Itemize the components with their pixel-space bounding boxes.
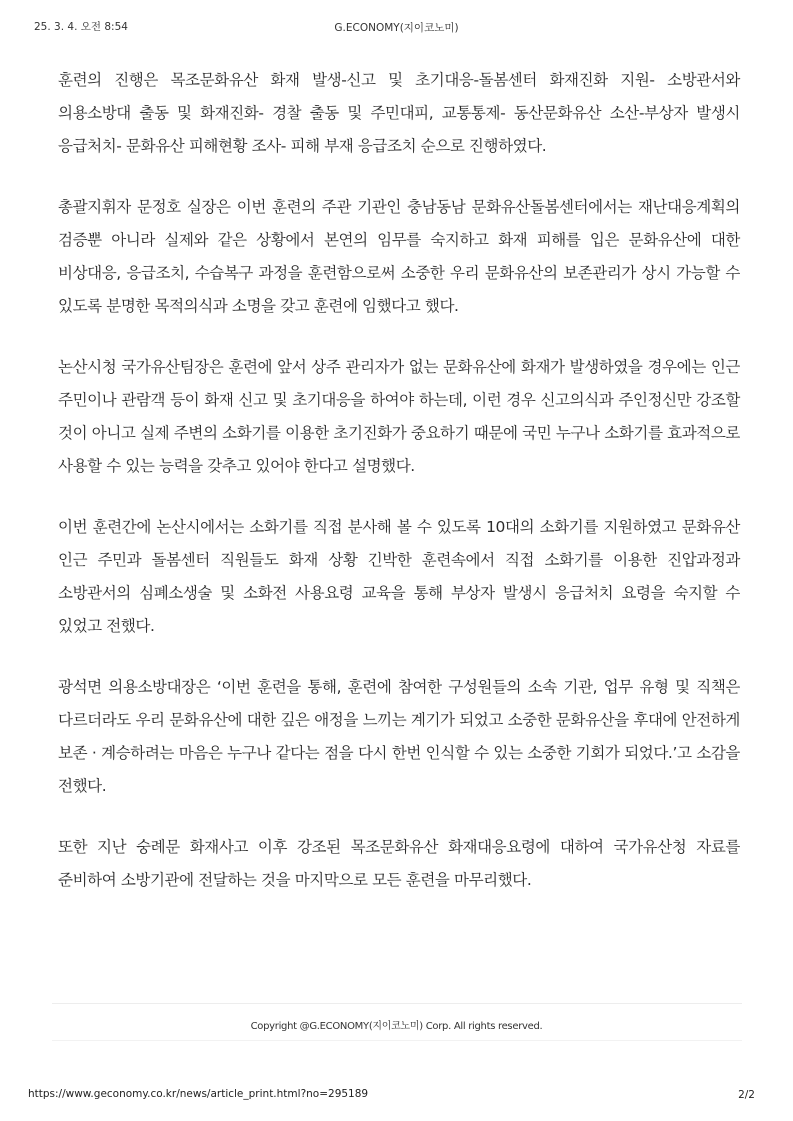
print-header <box>0 19 793 35</box>
article-body <box>58 64 740 925</box>
page-number: 2/2 <box>738 1089 755 1101</box>
divider <box>52 1040 742 1041</box>
print-date: 25. 3. 4. 오전 8:54 <box>34 21 128 33</box>
article-paragraph: 또한 지난 숭례문 화재사고 이후 강조된 목조문화유산 화재대응요령에 대하여 국가유산청 자료를 준비하여 소방기관에 전달하는 것을 마지막으로 모든 훈련을 마무리했다. <box>58 838 740 889</box>
article-paragraph: 훈련의 진행은 목조문화유산 화재 발생-신고 및 초기대응-돌봄센터 화재진화 지원- 소방관서와 의용소방대 출동 및 화재진화- 경찰 출동 및 주민대피, 교통통제- 동산문화유산 소산-부상자 발생시 응급처치- 문화유산 피해현황 조사- 피해 부재 응급조치 순으로 진행하였다. <box>58 71 740 155</box>
site-title: G.ECONOMY(지이코노미) <box>334 22 459 34</box>
article-paragraph: 논산시청 국가유산팀장은 훈련에 앞서 상주 관리자가 없는 문화유산에 화재가 발생하였을 경우에는 인근 주민이나 관람객 등이 화재 신고 및 초기대응을 하여야 하는데, 이런 경우 신고의식과 주인정신만 강조할 것이 아니고 실제 주변의 소화기를 이용한 초기진화가 중요하기 때문에 국민 누구나 소화기를 효과적으로 사용할 수 있는 능력을 갖추고 있어야 한다고 설명했다. <box>58 358 740 475</box>
article-paragraph: 광석면 의용소방대장은 ‘이번 훈련을 통해, 훈련에 참여한 구성원들의 소속 기관, 업무 유형 및 직책은 다르더라도 우리 문화유산에 대한 깊은 애정을 느끼는 계기가 되었고 소중한 문화유산을 후대에 안전하게 보존 · 계승하려는 마음은 누구나 같다는 점을 다시 한번 인식할 수 있는 소중한 기회가 되었다.’고 소감을 전했다. <box>58 678 740 795</box>
article-paragraph: 총괄지휘자 문정호 실장은 이번 훈련의 주관 기관인 충남동남 문화유산돌봄센터에서는 재난대응계획의 검증뿐 아니라 실제와 같은 상황에서 본연의 임무를 숙지하고 화재 피해를 입은 문화유산에 대한 비상대응, 응급조치, 수습복구 과정을 훈련함으로써 소중한 우리 문화유산의 보존관리가 상시 가능할 수 있도록 분명한 목적의식과 소명을 갖고 훈련에 임했다고 했다. <box>58 198 740 315</box>
copyright-notice: Copyright @G.ECONOMY(지이코노미) Corp. All rights reserved. <box>250 1021 543 1032</box>
article-paragraph: 이번 훈련간에 논산시에서는 소화기를 직접 분사해 볼 수 있도록 10대의 소화기를 지원하였고 문화유산 인근 주민과 돌봄센터 직원들도 화재 상황 긴박한 훈련속에서 직접 소화기를 이용한 진압과정과 소방관서의 심폐소생술 및 소화전 사용요령 교육을 통해 부상자 발생시 응급처치 요령을 숙지할 수 있었고 전했다. <box>58 518 740 635</box>
divider <box>52 1003 742 1004</box>
page-url: https://www.geconomy.co.kr/news/article_print.html?no=295189 <box>28 1088 369 1100</box>
